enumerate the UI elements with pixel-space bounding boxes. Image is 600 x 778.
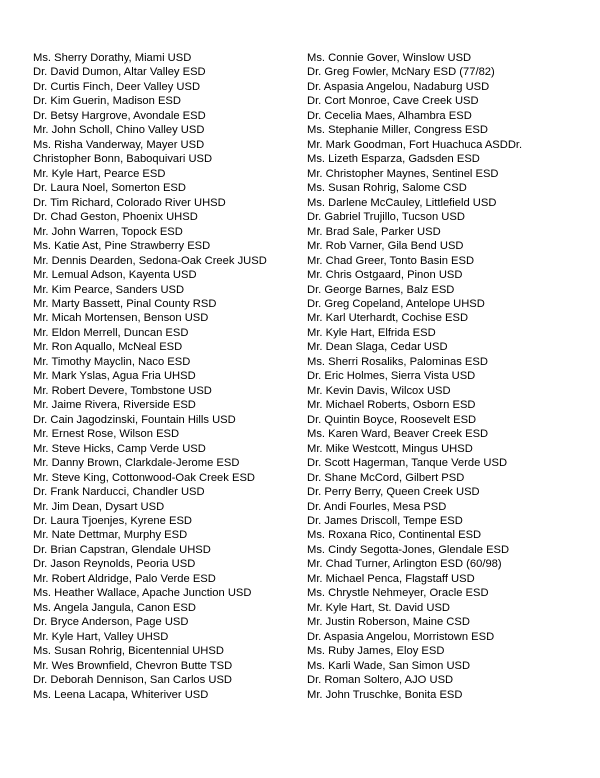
list-item: Mr. Justin Roberson, Maine CSD [307,616,470,629]
left-column-list [33,51,295,702]
list-item: Dr. Jason Reynolds, Peoria USD [33,558,196,571]
list-item: Ms. Sherri Rosaliks, Palominas ESD [307,355,488,368]
list-item: Mr. Danny Brown, Clarkdale-Jerome ESD [33,457,240,470]
list-item: Mr. John Warren, Topock ESD [33,225,183,238]
list-item: Dr. Aspasia Angelou, Nadaburg USD [307,80,490,93]
list-item: Mr. Dean Slaga, Cedar USD [307,341,448,354]
list-item: Ms. Lizeth Esparza, Gadsden ESD [307,153,480,166]
list-item: Dr. Brian Capstran, Glendale UHSD [33,543,211,556]
list-item: Mr. Michael Roberts, Osborn ESD [307,399,476,412]
list-item: Dr. Cort Monroe, Cave Creek USD [307,95,479,108]
list-item: Dr. Deborah Dennison, San Carlos USD [33,674,232,687]
list-item: Dr. Kim Guerin, Madison ESD [33,95,181,108]
list-item: Dr. Tim Richard, Colorado River UHSD [33,196,226,209]
list-item: Mr. Ernest Rose, Wilson ESD [33,428,180,441]
list-item: Ms. Darlene McCauley, Littlefield USD [307,196,497,209]
list-item: Mr. John Scholl, Chino Valley USD [33,124,205,137]
list-item: Dr. David Dumon, Altar Valley ESD [33,66,206,79]
list-item: Dr. Shane McCord, Gilbert PSD [307,471,465,484]
list-item: Dr. Curtis Finch, Deer Valley USD [33,80,201,93]
list-item: Dr. Greg Fowler, McNary ESD (77/82) [307,66,495,79]
list-item: Mr. Kyle Hart, Pearce ESD [33,167,166,180]
list-item: Ms. Karen Ward, Beaver Creek ESD [307,428,489,441]
list-item: Mr. Wes Brownfield, Chevron Butte TSD [33,659,233,672]
list-item: Dr. George Barnes, Balz ESD [307,283,455,296]
list-item: Mr. Chris Ostgaard, Pinon USD [307,269,463,282]
list-item: Dr. Betsy Hargrove, Avondale ESD [33,109,206,122]
list-item: Dr. Quintin Boyce, Roosevelt ESD [307,413,477,426]
list-item: Dr. Laura Noel, Somerton ESD [33,182,186,195]
list-item: Ms. Angela Jangula, Canon ESD [33,601,196,614]
list-item: Dr. Roman Soltero, AJO USD [307,674,454,687]
list-item: Dr. Perry Berry, Queen Creek USD [307,486,480,499]
list-item: Mr. Kyle Hart, Elfrida ESD [307,326,436,339]
list-item: Dr. Bryce Anderson, Page USD [33,616,189,629]
list-item: Dr. Aspasia Angelou, Morristown ESD [307,630,495,643]
list-item: Dr. Cain Jagodzinski, Fountain Hills USD [33,413,236,426]
list-item: Ms. Heather Wallace, Apache Junction USD [33,587,252,600]
list-item: Mr. Steve Hicks, Camp Verde USD [33,442,206,455]
list-item: Mr. Lemual Adson, Kayenta USD [33,269,197,282]
list-item: Dr. James Driscoll, Tempe ESD [307,515,463,527]
list-item: Ms. Connie Gover, Winslow USD [307,52,472,64]
list-item: Ms. Stephanie Miller, Congress ESD [307,124,488,137]
list-item: Ms. Chrystle Nehmeyer, Oracle ESD [307,587,489,600]
list-item: Mr. Nate Dettmar, Murphy ESD [33,529,188,542]
list-item: Mr. Eldon Merrell, Duncan ESD [33,326,189,339]
list-item: Ms. Susan Rohrig, Bicentennial UHSD [33,645,224,658]
list-item: Mr. Kim Pearce, Sanders USD [33,283,185,296]
list-item: Mr. Chad Turner, Arlington ESD (60/98) [307,558,502,571]
list-item: Dr. Gabriel Trujillo, Tucson USD [307,211,465,224]
list-item: Mr. Christopher Maynes, Sentinel ESD [307,167,499,180]
list-item: Ms. Leena Lacapa, Whiteriver USD [33,688,209,701]
list-item: Mr. Robert Devere, Tombstone USD [33,384,212,397]
list-item: Dr. Chad Geston, Phoenix UHSD [33,211,198,224]
list-item: Ms. Ruby James, Eloy ESD [307,645,445,658]
list-item: Christopher Bonn, Baboquivari USD [33,153,213,166]
list-item: Dr. Scott Hagerman, Tanque Verde USD [307,457,508,470]
list-item: Mr. Brad Sale, Parker USD [307,225,441,238]
list-item: Mr. Timothy Mayclin, Naco ESD [33,355,191,368]
list-item: Mr. Marty Bassett, Pinal County RSD [33,297,217,310]
list-item: Ms. Katie Ast, Pine Strawberry ESD [33,240,211,253]
list-item: Dr. Andi Fourles, Mesa PSD [307,500,447,513]
list-item: Mr. Mike Westcott, Mingus UHSD [307,442,473,455]
list-item: Mr. Ron Aquallo, McNeal ESD [33,341,183,354]
list-item: Mr. Micah Mortensen, Benson USD [33,312,209,325]
list-item: Mr. Kevin Davis, Wilcox USD [307,384,451,397]
list-item: Mr. Mark Goodman, Fort Huachuca ASDDr. [307,138,523,151]
list-item: Ms. Karli Wade, San Simon USD [307,659,471,672]
list-item: Dr. Frank Narducci, Chandler USD [33,486,205,499]
list-item: Mr. Mark Yslas, Agua Fria UHSD [33,370,196,383]
list-item: Mr. Steve King, Cottonwood-Oak Creek ESD [33,471,255,484]
list-item: Dr. Laura Tjoenjes, Kyrene ESD [33,515,192,527]
list-item: Mr. Kyle Hart, St. David USD [307,601,450,614]
list-item: Ms. Risha Vanderway, Mayer USD [33,138,205,151]
list-item: Mr. Michael Penca, Flagstaff USD [307,572,475,585]
list-item: Mr. John Truschke, Bonita ESD [307,688,463,701]
list-item: Mr. Chad Greer, Tonto Basin ESD [307,254,475,267]
list-item: Mr. Dennis Dearden, Sedona-Oak Creek JUSD [33,254,267,267]
list-item: Ms. Susan Rohrig, Salome CSD [307,182,467,195]
list-item: Ms. Cindy Segotta-Jones, Glendale ESD [307,543,510,556]
list-item: Ms. Sherry Dorathy, Miami USD [33,52,192,64]
list-item: Dr. Greg Copeland, Antelope UHSD [307,297,485,310]
right-column-list [307,51,597,702]
list-item: Mr. Jaime Rivera, Riverside ESD [33,399,196,412]
list-item: Mr. Rob Varner, Gila Bend USD [307,240,464,253]
list-item: Mr. Kyle Hart, Valley UHSD [33,630,169,643]
list-item: Ms. Roxana Rico, Continental ESD [307,529,482,542]
list-item: Mr. Robert Aldridge, Palo Verde ESD [33,572,216,585]
list-item: Mr. Karl Uterhardt, Cochise ESD [307,312,469,325]
list-item: Dr. Cecelia Maes, Alhambra ESD [307,109,472,122]
list-item: Mr. Jim Dean, Dysart USD [33,500,165,513]
list-item: Dr. Eric Holmes, Sierra Vista USD [307,370,476,383]
